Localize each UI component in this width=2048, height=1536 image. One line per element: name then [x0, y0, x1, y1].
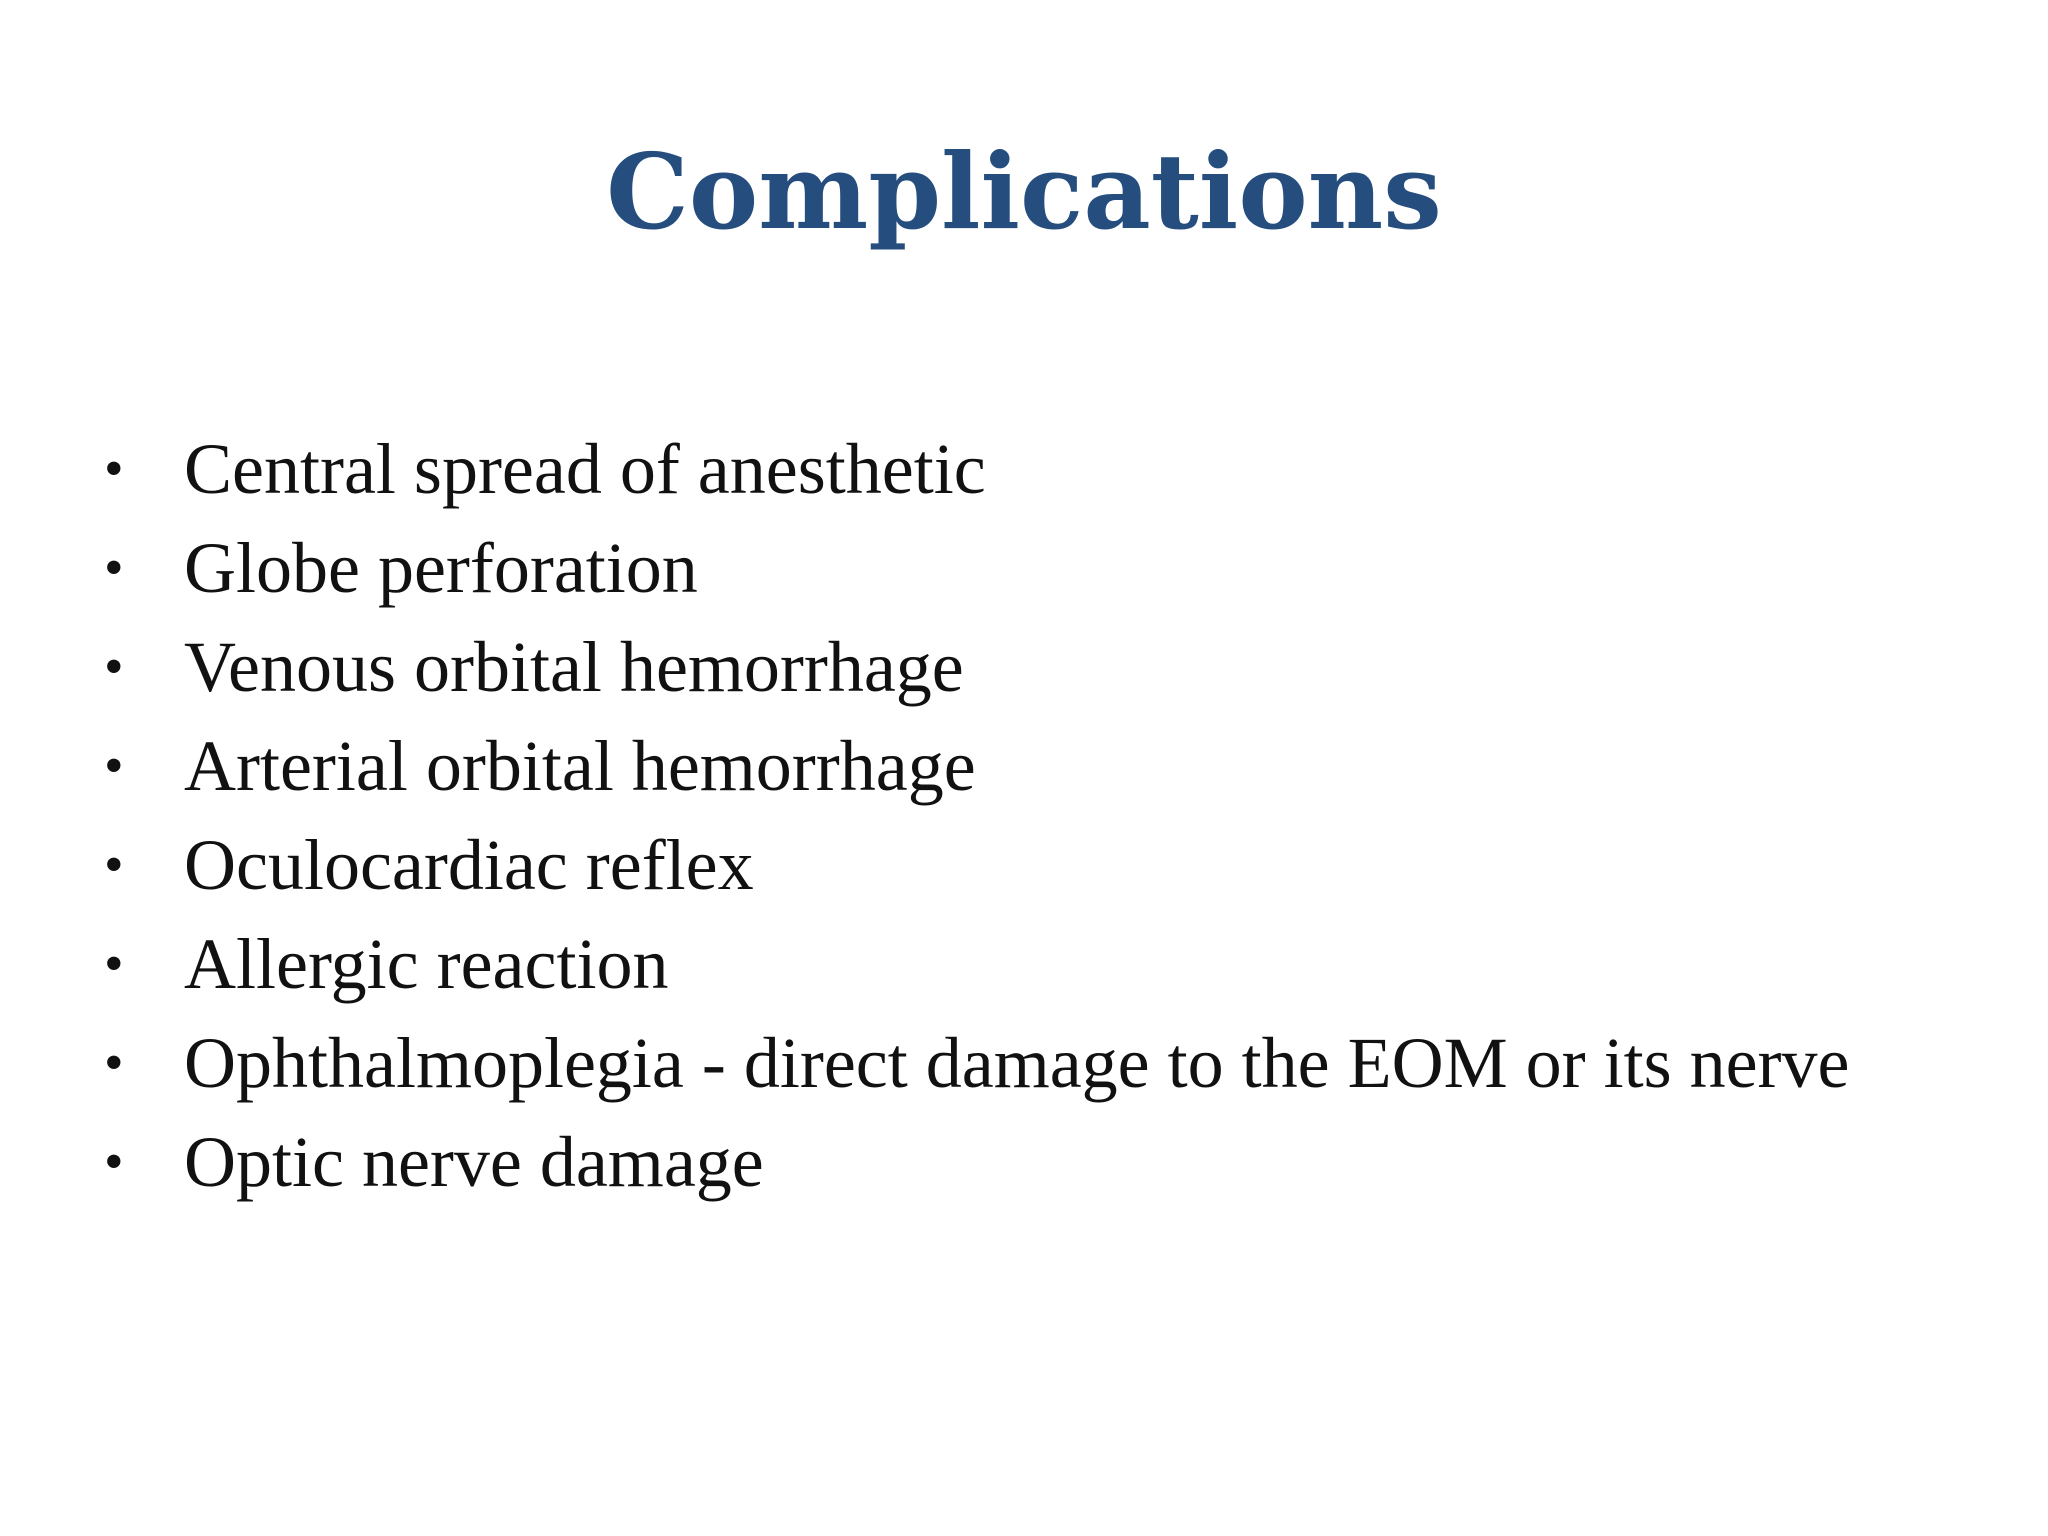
list-item-text: Venous orbital hemorrhage — [184, 627, 964, 707]
list-item-text: Ophthalmoplegia - direct damage to the EOM or its nerve — [184, 1023, 1850, 1103]
list-item-text: Allergic reaction — [184, 924, 669, 1004]
bullet-icon: • — [104, 1032, 124, 1094]
bullet-icon: • — [104, 537, 124, 599]
bullet-icon: • — [104, 933, 124, 995]
list-item-text: Optic nerve damage — [184, 1122, 764, 1202]
slide-title: Complications — [606, 130, 1442, 253]
list-item-text: Central spread of anesthetic — [184, 429, 986, 509]
list-item-text: Oculocardiac reflex — [184, 825, 754, 905]
list-item-text: Globe perforation — [184, 528, 698, 608]
bullet-icon: • — [104, 834, 124, 896]
bullet-icon: • — [104, 438, 124, 500]
bullet-icon: • — [104, 636, 124, 698]
bullet-icon: • — [104, 735, 124, 797]
bullet-icon: • — [104, 1131, 124, 1193]
list-item-text: Arterial orbital hemorrhage — [184, 726, 976, 806]
